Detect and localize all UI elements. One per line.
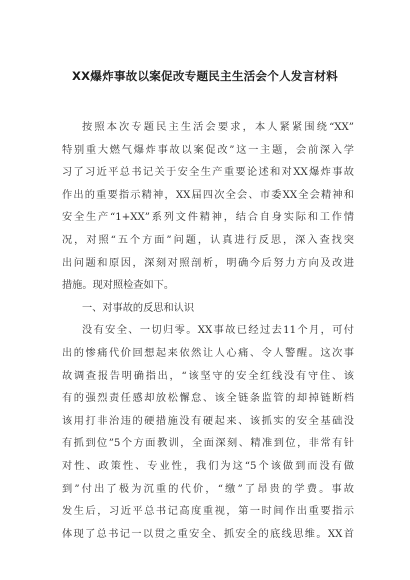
section-line: 体现了总书记一以贯之重安全、抓安全的底线思维。XX首	[62, 528, 354, 540]
intro-line: 习了习近平总书记关于安全生产重要论述和对XX爆炸事故	[62, 167, 354, 179]
section-line: 有抓到位”5个方面教训，全面深刻、精准到位，非常有针	[62, 438, 354, 450]
section-heading: 一、对事故的反思和认识	[82, 302, 195, 314]
document-body	[62, 117, 354, 546]
section-line: 对性、政策性、专业性，我们为这“5个该做到而没有做	[62, 460, 354, 472]
intro-line: 况，对照“五个方面”问题，认真进行反思，深入查找突	[62, 234, 354, 246]
intro-line: 按照本次专题民主生活会要求，本人紧紧围绕“XX”	[82, 122, 354, 133]
section-line: 没有安全、一切归零。XX事故已经过去11个月，可付	[82, 325, 354, 337]
section-line: 故调查报告明确指出，“该坚守的安全红线没有守住、该	[62, 370, 354, 382]
section-line: 该用打非治违的硬措施没有硬起来、该抓实的安全基础没	[62, 415, 354, 427]
section-line: 发生后，习近平总书记高度重视，第一时间作出重要指示	[62, 506, 354, 518]
intro-line: 安全生产“1+XX”系列文件精神，结合自身实际和工作情	[62, 212, 354, 224]
section-line: 出的惨痛代价回想起来依然让人心痛、令人警醒。这次事	[62, 347, 354, 359]
document-title: XX爆炸事故以案促改专题民主生活会个人发言材料	[72, 69, 338, 83]
section-line: 到”付出了极为沉重的代价，“缴”了昂贵的学费。事故	[62, 483, 354, 495]
intro-line: 措施。现对照检查如下。	[62, 280, 175, 292]
intro-line: 特别重大燃气爆炸事故以案促改”这一主题，会前深入学	[62, 144, 354, 156]
section-line: 有的强烈责任感却放松懈怠、该全链条监管的却掉链断档	[62, 393, 354, 405]
intro-line: 作出的重要指示精神，XX届四次全会、市委XX全会精神和	[62, 189, 354, 201]
intro-line: 出问题和原因，深刻对照剖析，明确今后努力方向及改进	[62, 257, 354, 269]
